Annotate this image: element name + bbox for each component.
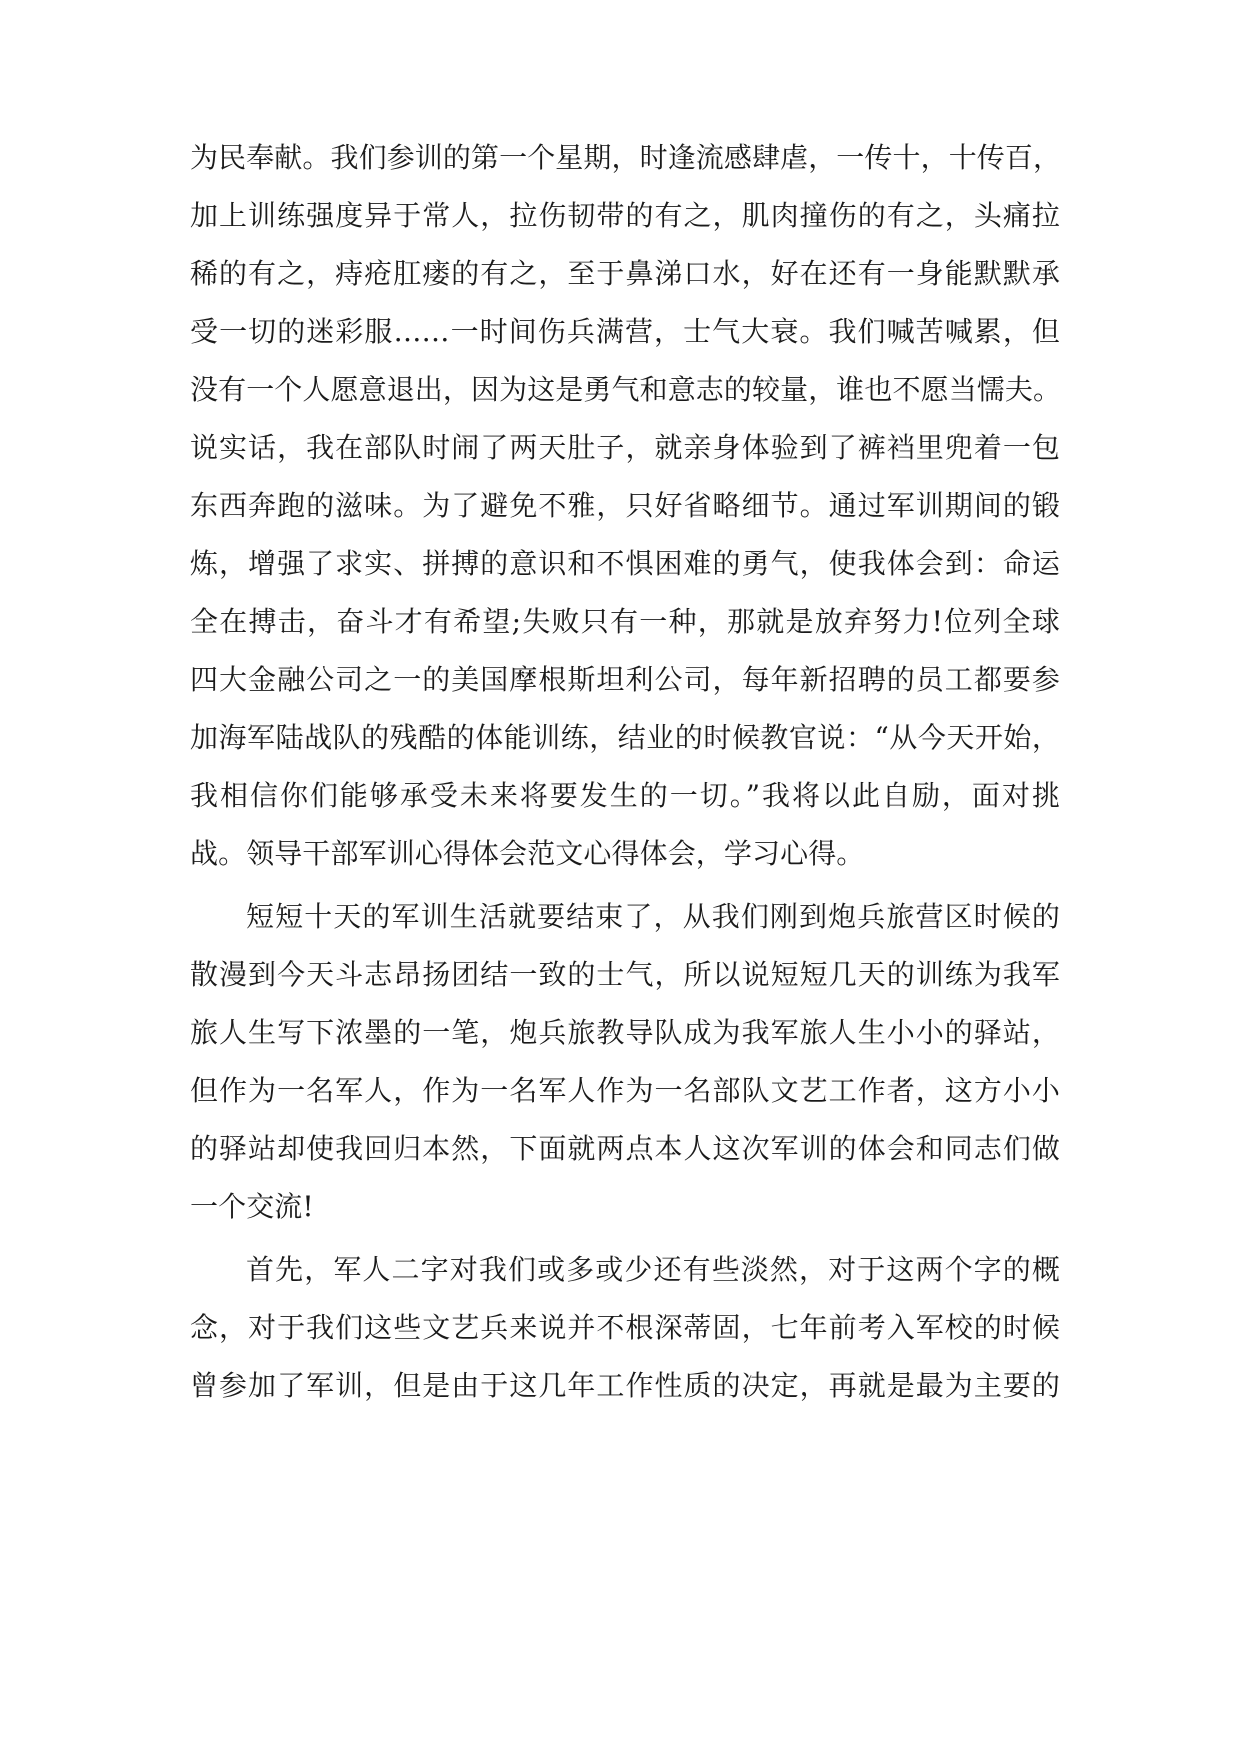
text-line: 旅人生写下浓墨的一笔，炮兵旅教导队成为我军旅人生小小的驿站，	[190, 1016, 1060, 1049]
text-line: 东西奔跑的滋味。为了避免不雅，只好省略细节。通过军训期间的锻	[190, 489, 1060, 522]
text-line: 加上训练强度异于常人，拉伤韧带的有之，肌肉撞伤的有之，头痛拉	[190, 199, 1060, 232]
text-line: 但作为一名军人，作为一名军人作为一名部队文艺工作者，这方小小	[190, 1074, 1060, 1107]
text-line: 战。领导干部军训心得体会范文心得体会，学习心得。	[190, 837, 865, 870]
text-line: 全在搏击，奋斗才有希望;失败只有一种，那就是放弃努力!位列全球	[190, 605, 1060, 638]
text-line: 曾参加了军训，但是由于这几年工作性质的决定，再就是最为主要的	[190, 1369, 1060, 1402]
text-line: 稀的有之，痔疮肛瘘的有之，至于鼻涕口水，好在还有一身能默默承	[190, 257, 1060, 290]
paragraph-start-line: 首先，军人二字对我们或多或少还有些淡然，对于这两个字的概	[246, 1253, 1060, 1286]
text-line: 四大金融公司之一的美国摩根斯坦利公司，每年新招聘的员工都要参	[190, 663, 1060, 696]
text-line: 散漫到今天斗志昂扬团结一致的士气，所以说短短几天的训练为我军	[190, 958, 1060, 991]
text-line: 为民奉献。我们参训的第一个星期，时逢流感肆虐，一传十，十传百，	[190, 141, 1062, 174]
text-line: 我相信你们能够承受未来将要发生的一切。”我将以此自励，面对挑	[190, 779, 1060, 812]
text-line: 念，对于我们这些文艺兵来说并不根深蒂固，七年前考入军校的时候	[190, 1311, 1060, 1344]
text-line: 没有一个人愿意退出，因为这是勇气和意志的较量，谁也不愿当懦夫。	[190, 373, 1062, 406]
text-line: 一个交流!	[190, 1190, 314, 1223]
text-line: 说实话，我在部队时闹了两天肚子，就亲身体验到了裤裆里兜着一包	[190, 431, 1060, 464]
text-line: 受一切的迷彩服……一时间伤兵满营，士气大衰。我们喊苦喊累，但	[190, 315, 1060, 348]
text-line: 加海军陆战队的残酷的体能训练，结业的时候教官说：“从今天开始，	[190, 721, 1060, 754]
text-line: 炼，增强了求实、拼搏的意识和不惧困难的勇气，使我体会到：命运	[190, 547, 1060, 580]
text-line: 的驿站却使我回归本然，下面就两点本人这次军训的体会和同志们做	[190, 1132, 1060, 1165]
paragraph-start-line: 短短十天的军训生活就要结束了，从我们刚到炮兵旅营区时候的	[246, 900, 1060, 933]
